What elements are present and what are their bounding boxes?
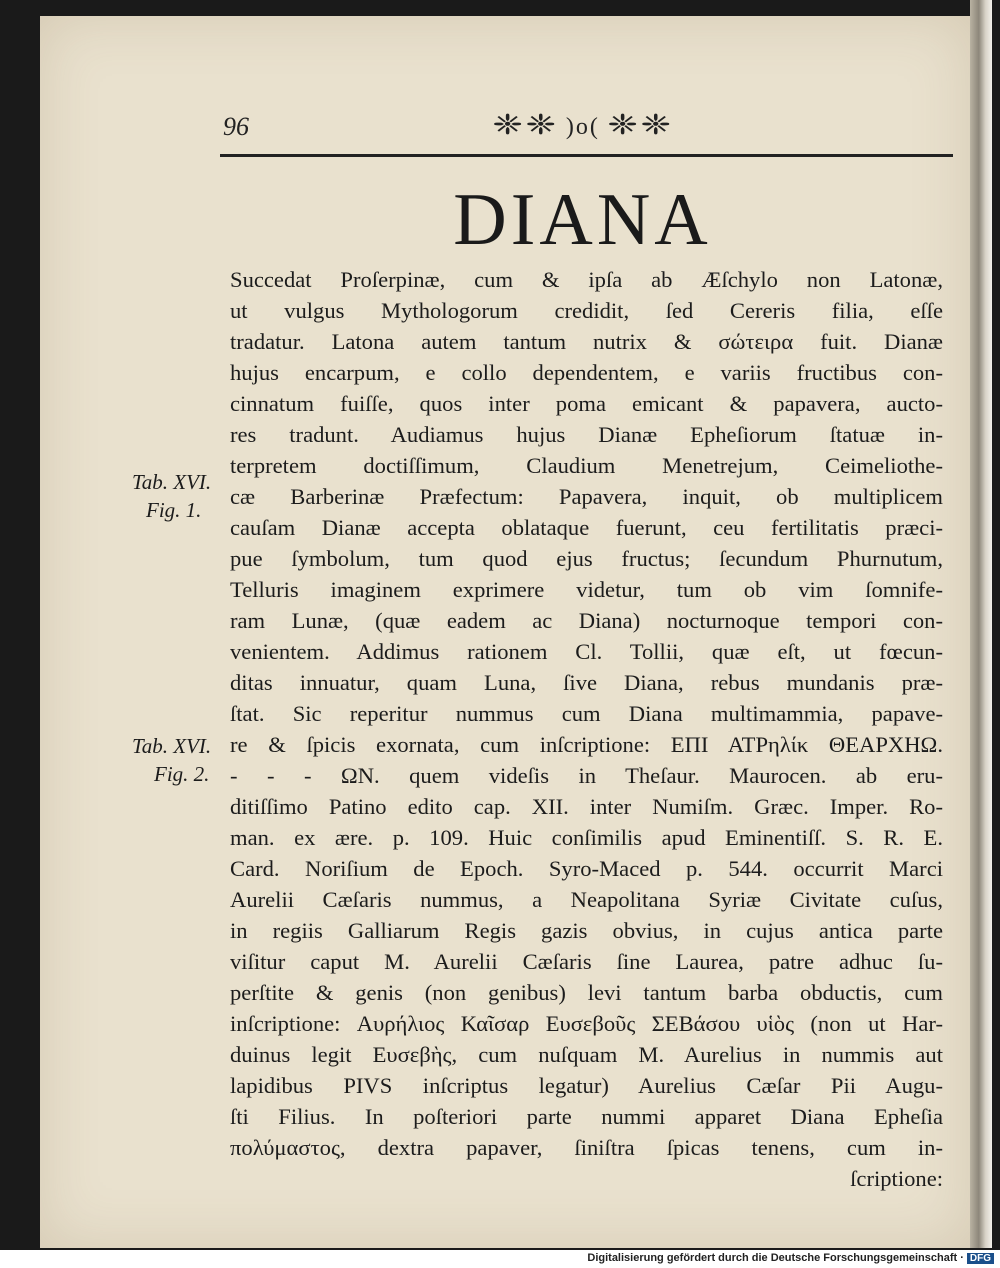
footer-credit	[587, 1252, 994, 1264]
margin-note-tab: Tab. XVI.	[132, 734, 212, 758]
text-line: duinus legit Ευσεβὴς, cum nuſquam M. Aurelius in nummis aut	[230, 1042, 943, 1067]
text-line: cinnatum fuiſſe, quos inter poma emicant & papavera, aucto-	[230, 391, 943, 416]
text-line: inſcriptione: Αυρήλιος Καῖσαρ Ευσεβοῦς ΣΕΒάσου υἱὸς (non ut Har-	[230, 1011, 943, 1036]
text-line: ditas innuatur, quam Luna, ſive Diana, rebus mundanis præ-	[230, 670, 943, 695]
text-line: viſitur caput M. Aurelii Cæſaris ſine Laurea, patre adhuc ſu-	[230, 949, 943, 974]
body-text	[230, 264, 943, 1194]
ornament-mid: )o(	[565, 114, 600, 140]
footer-credit-text: Digitalisierung gefördert durch die Deutsche Forschungsgemeinschaft ·	[587, 1252, 964, 1264]
text-line: perſtite & genis (non genibus) levi tantum barba obductis, cum	[230, 980, 943, 1005]
header-rule	[220, 154, 953, 157]
text-line: res tradunt. Audiamus hujus Dianæ Epheſiorum ſtatuæ in-	[230, 422, 943, 447]
ornament-left-icon: ❈❈	[492, 110, 559, 141]
book-page	[40, 16, 970, 1248]
margin-note-tab: Tab. XVI.	[132, 470, 212, 494]
margin-note-1	[132, 468, 211, 524]
dfg-logo-icon: DFG	[967, 1253, 994, 1264]
text-line: πολύμαστος, dextra papaver, ſiniſtra ſpicas tenens, cum in-	[230, 1135, 943, 1160]
margin-note-2	[132, 732, 211, 788]
text-line: Aurelii Cæſaris nummus, a Neapolitana Syriæ Civitate cuſus,	[230, 887, 943, 912]
text-line: ſtat. Sic reperitur nummus cum Diana multimammia, papave-	[230, 701, 943, 726]
text-line: ut vulgus Mythologorum credidit, ſed Cereris filia, eſſe	[230, 298, 943, 323]
margin-note-fig: Fig. 2.	[154, 762, 210, 786]
text-line: ram Lunæ, (quæ eadem ac Diana) nocturnoque tempori con-	[230, 608, 943, 633]
text-line: lapidibus PIVS inſcriptus legatur) Aurelius Cæſar Pii Augu-	[230, 1073, 943, 1098]
page-edge	[970, 0, 992, 1248]
chapter-title: DIANA	[453, 179, 712, 261]
text-line: Card. Noriſium de Epoch. Syro-Maced p. 544. occurrit Marci	[230, 856, 943, 881]
text-line: Telluris imaginem exprimere videtur, tum ob vim ſomnife-	[230, 577, 943, 602]
text-line: Succedat Proſerpinæ, cum & ipſa ab Æſchylo non Latonæ,	[230, 267, 943, 292]
text-line: ſcriptione:	[850, 1166, 943, 1191]
margin-note-fig: Fig. 1.	[146, 498, 202, 522]
text-line: cauſam Dianæ accepta oblataque fuerunt, ceu fertilitatis præci-	[230, 515, 943, 540]
text-line: man. ex ære. p. 109. Huic conſimilis apud Eminentiſſ. S. R. E.	[230, 825, 943, 850]
ornament-right-icon: ❈❈	[607, 110, 674, 141]
text-line: hujus encarpum, e collo dependentem, e variis fructibus con-	[230, 360, 943, 385]
text-line: - - - ΩΝ. quem videſis in Theſaur. Maurocen. ab eru-	[230, 763, 943, 788]
text-line: terpretem doctiſſimum, Claudium Menetrejum, Ceimeliothe-	[230, 453, 943, 478]
header-ornament	[492, 108, 674, 142]
text-line: in regiis Galliarum Regis gazis obvius, in cujus antica parte	[230, 918, 943, 943]
text-line: re & ſpicis exornata, cum inſcriptione: ΕΠΙ ΑΤΡηλίκ ΘΕΑΡΧΗΩ.	[230, 732, 943, 757]
text-line: pue ſymbolum, tum quod ejus fructus; ſecundum Phurnutum,	[230, 546, 943, 571]
text-line: tradatur. Latona autem tantum nutrix & σώτειρα fuit. Dianæ	[230, 329, 943, 354]
page-number: 96	[223, 112, 249, 141]
text-line: venientem. Addimus rationem Cl. Tollii, quæ eſt, ut fœcun-	[230, 639, 943, 664]
text-line: ditiſſimo Patino edito cap. XII. inter Numiſm. Græc. Imper. Ro-	[230, 794, 943, 819]
text-line: ſti Filius. In poſteriori parte nummi apparet Diana Epheſia	[230, 1104, 943, 1129]
text-line: cæ Barberinæ Præfectum: Papavera, inquit, ob multiplicem	[230, 484, 943, 509]
